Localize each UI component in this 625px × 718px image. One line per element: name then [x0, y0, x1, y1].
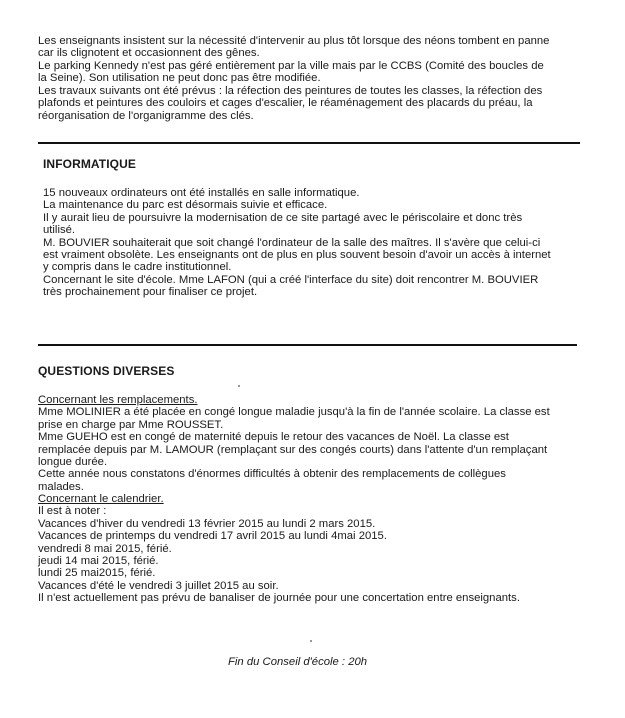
- text-line: 15 nouveaux ordinateurs ont été installés en salle informatique.: [43, 187, 360, 199]
- text-line: Il n'est actuellement pas prévu de banaliser de journée pour une concertation entre enseignants.: [38, 592, 520, 605]
- text-line: Les enseignants insistent sur la nécessité d'intervenir au plus tôt lorsque des néons tombent en panne: [38, 35, 550, 47]
- text-line: Vacances d'été le vendredi 3 juillet 2015 au soir.: [38, 579, 279, 592]
- text-line: plafonds et peintures des couloirs et cages d'escalier, le réaménagement des placards du préau, la: [38, 97, 533, 110]
- text-line: très prochainement pour finaliser ce projet.: [43, 286, 258, 299]
- paragraph-informatique: [43, 187, 551, 299]
- text-line: malades.: [38, 480, 84, 493]
- text-line: réorganisation de l'organigramme des clés.: [38, 109, 254, 122]
- text-line: y compris dans le cadre institutionnel.: [43, 261, 232, 274]
- text-line: Vacances de printemps du vendredi 17 avril 2015 au lundi 4mai 2015.: [38, 530, 387, 543]
- section-heading-informatique: INFORMATIQUE: [43, 157, 136, 171]
- paragraph-parking: [38, 60, 544, 85]
- section-divider: [38, 142, 580, 144]
- text-line: Les travaux suivants ont été prévus : la réfection des peintures de toutes les classes, la réfection des: [38, 85, 543, 97]
- text-line: Le parking Kennedy n'est pas géré entièrement par la ville mais par le CCBS (Comité des boucles de: [38, 60, 544, 72]
- subsection-title-calendrier: Concernant le calendrier.: [38, 493, 164, 505]
- text-line: Mme GUEHO est en congé de maternité depuis le retour des vacances de Noël. La classe est: [38, 431, 509, 444]
- text-line: utilisé.: [43, 224, 76, 237]
- text-line: la Seine). Son utilisation ne peut donc pas être modifiée.: [38, 72, 321, 85]
- text-line: Mme MOLINIER a été placée en congé longue maladie jusqu'à la fin de l'année scolaire. La classe est: [38, 406, 550, 419]
- text-line: car ils clignotent et occasionnent des gênes.: [38, 47, 260, 60]
- text-line: prise en charge par Mme ROUSSET.: [38, 418, 224, 431]
- text-line: jeudi 14 mai 2015, férié.: [38, 555, 159, 568]
- paragraph-travaux: [38, 85, 542, 122]
- paragraph-remplacements: [38, 394, 550, 493]
- text-line: La maintenance du parc est désormais suivie et efficace.: [43, 199, 328, 212]
- scan-speck: [238, 385, 240, 387]
- paragraph-calendrier: [38, 493, 520, 605]
- text-line: lundi 25 mai2015, férié.: [38, 567, 156, 580]
- subsection-title-remplacements: Concernant les remplacements.: [38, 394, 198, 406]
- text-line: est vraiment obsolète. Les enseignants ont de plus en plus souvent besoin d'avoir un accès à internet: [43, 249, 551, 262]
- text-line: Concernant le site d'école. Mme LAFON (qui a créé l'interface du site) doit rencontrer M. BOUVIER: [43, 273, 539, 286]
- paragraph-neons: [38, 35, 549, 60]
- text-line: vendredi 8 mai 2015, férié.: [38, 542, 172, 555]
- text-line: M. BOUVIER souhaiterait que soit changé l'ordinateur de la salle des maîtres. Il s'avère que celui-ci: [43, 236, 541, 249]
- text-line: Cette année nous constatons d'énormes difficultés à obtenir des remplacements de collègues: [38, 468, 506, 481]
- section-divider: [38, 344, 577, 346]
- text-line: Il est à noter :: [38, 505, 107, 518]
- text-line: remplacée depuis par M. LAMOUR (remplaçant sur des congés courts) dans l'attente d'un remplaçant: [38, 443, 548, 456]
- section-heading-questions-diverses: QUESTIONS DIVERSES: [38, 364, 175, 378]
- footer-end-of-council: Fin du Conseil d'école : 20h: [228, 656, 368, 668]
- text-line: Vacances d'hiver du vendredi 13 février 2015 au lundi 2 mars 2015.: [38, 517, 376, 530]
- text-line: Il y aurait lieu de poursuivre la modernisation de ce site partagé avec le périscolaire et donc très: [43, 211, 523, 224]
- scan-speck: [310, 640, 312, 642]
- text-line: longue durée.: [38, 456, 108, 469]
